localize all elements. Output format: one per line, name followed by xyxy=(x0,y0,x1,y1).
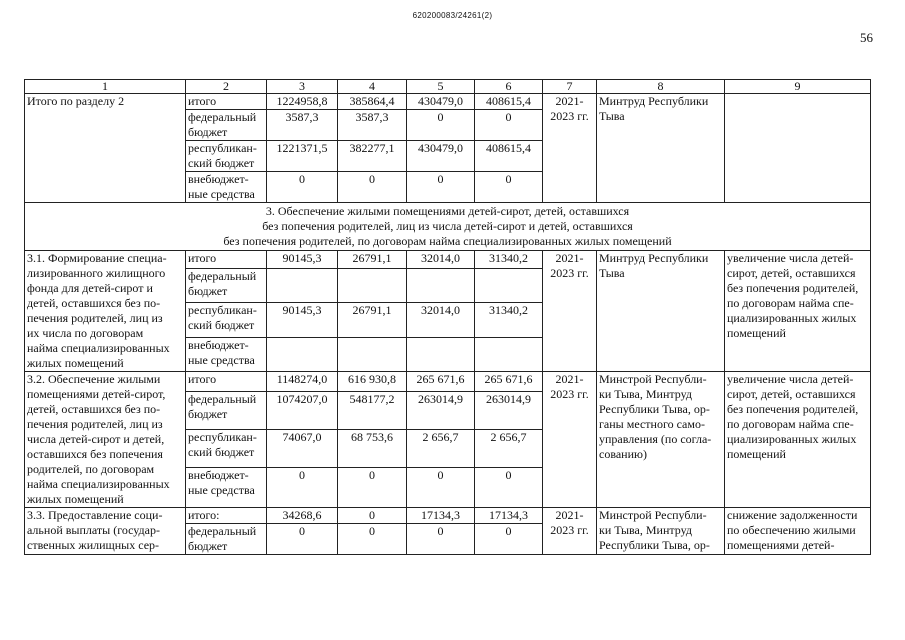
amount-cell: 74067,0 xyxy=(267,429,338,467)
funding-source: внебюджет- ные средства xyxy=(186,172,267,203)
amount-cell: 0 xyxy=(407,524,475,555)
amount-cell: 31340,2 xyxy=(475,251,543,269)
funding-source: федеральный бюджет xyxy=(186,268,267,302)
period-cell: 2021- 2023 гг. xyxy=(543,372,597,508)
section-title: 3. Обеспечение жилыми помещениями детей-сирот, детей, оставшихся без попечения родителей, лиц из числа детей-сирот и детей, оставшихся без попечения родителей, по договорам найма специализированных жилых помещений xyxy=(25,203,871,251)
amount-cell: 17134,3 xyxy=(407,508,475,524)
column-number-8: 8 xyxy=(597,80,725,94)
amount-cell xyxy=(475,337,543,371)
period-cell: 2021- 2023 гг. xyxy=(543,251,597,372)
amount-cell: 263014,9 xyxy=(407,391,475,429)
amount-cell: 0 xyxy=(475,172,543,203)
amount-cell: 26791,1 xyxy=(338,303,407,337)
amount-cell: 408615,4 xyxy=(475,141,543,172)
amount-cell: 616 930,8 xyxy=(338,372,407,392)
amount-cell xyxy=(475,268,543,302)
executor-cell: Минстрой Республи- ки Тыва, Минтруд Республики Тыва, ор- xyxy=(597,508,725,555)
expected-result-cell: снижение задолженности по обеспечению жилыми помещениями детей- xyxy=(725,508,871,555)
amount-cell: 17134,3 xyxy=(475,508,543,524)
amount-cell xyxy=(267,268,338,302)
amount-cell: 0 xyxy=(267,172,338,203)
funding-source: итого: xyxy=(186,508,267,524)
amount-cell: 0 xyxy=(338,467,407,507)
amount-cell: 3587,3 xyxy=(338,110,407,141)
column-number-1: 1 xyxy=(25,80,186,94)
section-row xyxy=(25,203,871,251)
funding-source: итого xyxy=(186,94,267,110)
measure-name: 3.1. Формирование специа- лизированного жилищного фонда для детей-сирот и детей, оставшихся без по- печения родителей, лиц из их числа по договорам найма специализированных жилых помещений xyxy=(25,251,186,372)
amount-cell: 26791,1 xyxy=(338,251,407,269)
amount-cell xyxy=(407,268,475,302)
measure-name: Итого по разделу 2 xyxy=(25,94,186,203)
column-number-2: 2 xyxy=(186,80,267,94)
funding-source: внебюджет- ные средства xyxy=(186,337,267,371)
amount-cell: 32014,0 xyxy=(407,251,475,269)
column-number-3: 3 xyxy=(267,80,338,94)
amount-cell: 0 xyxy=(475,110,543,141)
amount-cell: 31340,2 xyxy=(475,303,543,337)
program-table xyxy=(24,79,871,555)
amount-cell: 430479,0 xyxy=(407,94,475,110)
amount-cell: 0 xyxy=(338,172,407,203)
funding-source: итого xyxy=(186,372,267,392)
amount-cell: 0 xyxy=(267,524,338,555)
amount-cell: 0 xyxy=(407,172,475,203)
header-row xyxy=(25,80,871,94)
funding-source: федеральный бюджет xyxy=(186,524,267,555)
amount-cell: 408615,4 xyxy=(475,94,543,110)
expected-result-cell: увеличение числа детей- сирот, детей, оставшихся без попечения родителей, по договорам найма спе- циализированных жилых помещений xyxy=(725,372,871,508)
amount-cell: 0 xyxy=(475,524,543,555)
amount-cell: 265 671,6 xyxy=(475,372,543,392)
amount-cell: 0 xyxy=(407,467,475,507)
measure-name: 3.3. Предоставление соци- альной выплаты (государ- ственных жилищных сер- xyxy=(25,508,186,555)
amount-cell: 385864,4 xyxy=(338,94,407,110)
page-number: 56 xyxy=(860,30,873,45)
period-cell: 2021- 2023 гг. xyxy=(543,508,597,555)
amount-cell: 2 656,7 xyxy=(407,429,475,467)
funding-source: республикан- ский бюджет xyxy=(186,429,267,467)
funding-source: итого xyxy=(186,251,267,269)
expected-result-cell xyxy=(725,94,871,203)
amount-cell: 1148274,0 xyxy=(267,372,338,392)
amount-cell: 32014,0 xyxy=(407,303,475,337)
amount-cell: 90145,3 xyxy=(267,251,338,269)
column-number-6: 6 xyxy=(475,80,543,94)
amount-cell: 0 xyxy=(407,110,475,141)
table-row xyxy=(25,508,871,524)
amount-cell: 263014,9 xyxy=(475,391,543,429)
funding-source: федеральный бюджет xyxy=(186,110,267,141)
amount-cell: 0 xyxy=(267,467,338,507)
funding-source: республикан- ский бюджет xyxy=(186,303,267,337)
column-number-7: 7 xyxy=(543,80,597,94)
amount-cell xyxy=(338,268,407,302)
table-row xyxy=(25,372,871,392)
table-row xyxy=(25,251,871,269)
amount-cell: 34268,6 xyxy=(267,508,338,524)
amount-cell: 0 xyxy=(475,467,543,507)
expected-result-cell: увеличение числа детей- сирот, детей, оставшихся без попечения родителей, по договорам найма спе- циализированных жилых помещений xyxy=(725,251,871,372)
amount-cell: 430479,0 xyxy=(407,141,475,172)
column-number-4: 4 xyxy=(338,80,407,94)
amount-cell: 1074207,0 xyxy=(267,391,338,429)
amount-cell: 0 xyxy=(338,508,407,524)
amount-cell: 3587,3 xyxy=(267,110,338,141)
amount-cell: 382277,1 xyxy=(338,141,407,172)
amount-cell xyxy=(267,337,338,371)
column-number-5: 5 xyxy=(407,80,475,94)
amount-cell: 90145,3 xyxy=(267,303,338,337)
period-cell: 2021- 2023 гг. xyxy=(543,94,597,203)
amount-cell xyxy=(338,337,407,371)
measure-name: 3.2. Обеспечение жилыми помещениями детей-сирот, детей, оставшихся без по- печения родителей, лиц из числа детей-сирот и детей, оставшихся без попечения родителей, по договорам найма специализированных жилых помещений xyxy=(25,372,186,508)
amount-cell: 2 656,7 xyxy=(475,429,543,467)
executor-cell: Минтруд Республики Тыва xyxy=(597,94,725,203)
amount-cell: 68 753,6 xyxy=(338,429,407,467)
funding-source: внебюджет- ные средства xyxy=(186,467,267,507)
amount-cell: 265 671,6 xyxy=(407,372,475,392)
executor-cell: Минстрой Республи- ки Тыва, Минтруд Республики Тыва, ор- ганы местного само- управления (по согла- сованию) xyxy=(597,372,725,508)
column-number-9: 9 xyxy=(725,80,871,94)
funding-source: федеральный бюджет xyxy=(186,391,267,429)
amount-cell: 548177,2 xyxy=(338,391,407,429)
funding-source: республикан- ский бюджет xyxy=(186,141,267,172)
document-id: 620200083/24261(2) xyxy=(412,11,493,20)
executor-cell: Минтруд Республики Тыва xyxy=(597,251,725,372)
amount-cell: 0 xyxy=(338,524,407,555)
amount-cell: 1224958,8 xyxy=(267,94,338,110)
amount-cell xyxy=(407,337,475,371)
table-row xyxy=(25,94,871,110)
amount-cell: 1221371,5 xyxy=(267,141,338,172)
